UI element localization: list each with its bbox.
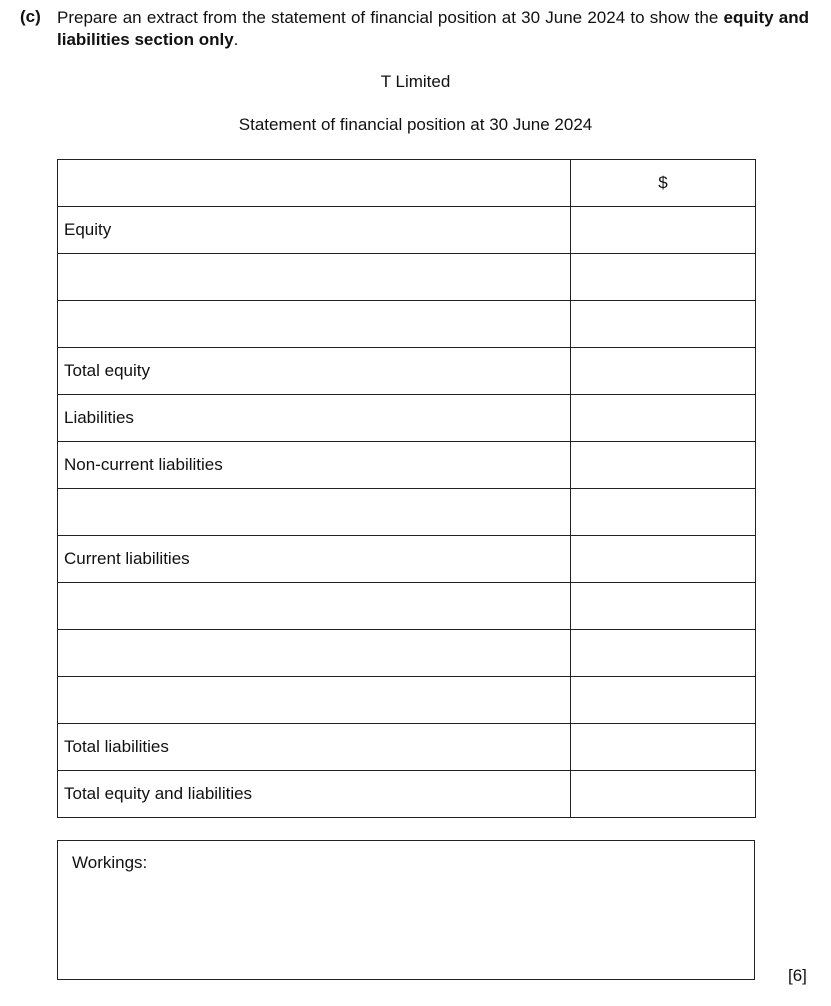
table-row (58, 583, 756, 630)
currency-header-cell: $ (571, 160, 756, 207)
row-label-cell: Liabilities (58, 395, 571, 442)
table-header-row (58, 160, 756, 207)
question-text (57, 7, 809, 51)
description-header-cell[interactable] (58, 160, 571, 207)
table-row (58, 301, 756, 348)
workings-label: Workings: (72, 853, 148, 872)
row-label-cell[interactable] (58, 630, 571, 677)
table-row (58, 207, 756, 254)
row-amount-cell[interactable] (571, 207, 756, 254)
table-row (58, 489, 756, 536)
row-amount-cell[interactable] (571, 583, 756, 630)
row-label-cell: Total equity and liabilities (58, 771, 571, 818)
row-label-cell[interactable] (58, 489, 571, 536)
table-row (58, 677, 756, 724)
table-row (58, 724, 756, 771)
question-label: (c) (20, 7, 41, 26)
row-label-cell[interactable] (58, 583, 571, 630)
table-row (58, 395, 756, 442)
row-label-cell: Non-current liabilities (58, 442, 571, 489)
table-row (58, 536, 756, 583)
row-amount-cell[interactable] (571, 348, 756, 395)
row-amount-cell[interactable] (571, 489, 756, 536)
table-row (58, 630, 756, 677)
table-row (58, 348, 756, 395)
row-label-cell: Current liabilities (58, 536, 571, 583)
row-label-cell[interactable] (58, 677, 571, 724)
company-name: T Limited (380, 72, 451, 91)
row-label-cell: Equity (58, 207, 571, 254)
question-text-end: . (233, 30, 239, 49)
statement-table (57, 159, 756, 818)
row-amount-cell[interactable] (571, 301, 756, 348)
row-label-cell: Total liabilities (58, 724, 571, 771)
table-row (58, 771, 756, 818)
row-amount-cell[interactable] (571, 395, 756, 442)
marks-allocation: [6] (788, 966, 807, 985)
row-label-cell[interactable] (58, 254, 571, 301)
table-row (58, 254, 756, 301)
question-text-main: Prepare an extract from the statement of financial position at 30 June 2024 to show the (57, 8, 724, 27)
row-label-cell[interactable] (58, 301, 571, 348)
question-text-emphasis: equity and liabilities section only (57, 8, 809, 49)
row-label-cell: Total equity (58, 348, 571, 395)
row-amount-cell[interactable] (571, 677, 756, 724)
row-amount-cell[interactable] (571, 536, 756, 583)
table-row (58, 442, 756, 489)
row-amount-cell[interactable] (571, 724, 756, 771)
row-amount-cell[interactable] (571, 442, 756, 489)
row-amount-cell[interactable] (571, 254, 756, 301)
workings-box[interactable] (57, 840, 755, 980)
row-amount-cell[interactable] (571, 771, 756, 818)
row-amount-cell[interactable] (571, 630, 756, 677)
statement-title: Statement of financial position at 30 June 2024 (238, 115, 593, 134)
